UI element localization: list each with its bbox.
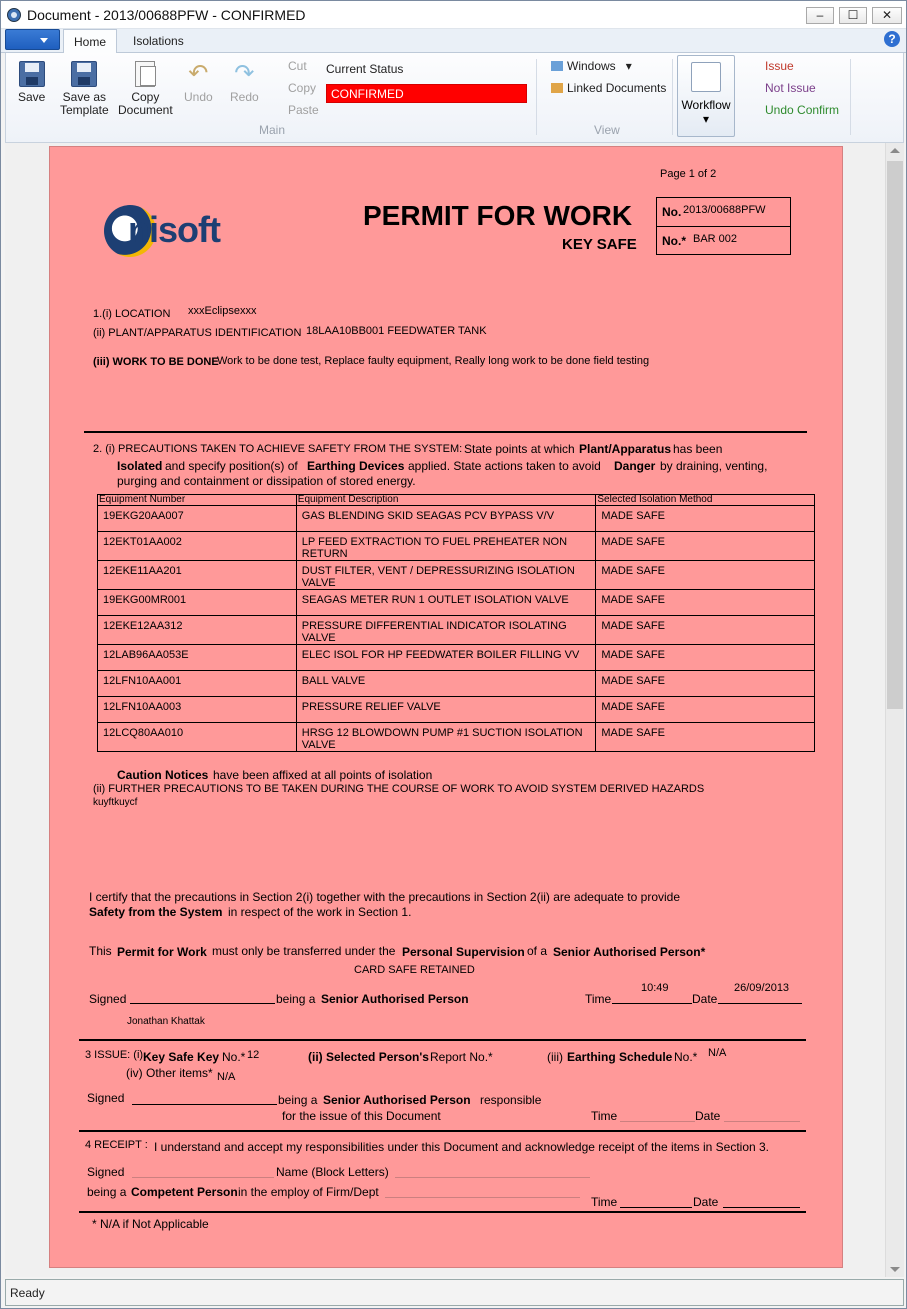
section-divider (84, 431, 807, 433)
column-header: Equipment Description (296, 495, 596, 506)
plant-value: 18LAA10BB001 FEEDWATER TANK (306, 325, 487, 337)
logo-text: nisoft (128, 209, 220, 250)
column-header: Equipment Number (98, 495, 297, 506)
receipt-text: in the employ of Firm/Dept (238, 1185, 379, 1199)
being-a-text: being a (278, 1093, 318, 1107)
save-as-template-button[interactable]: Save as Template (60, 61, 109, 117)
location-value: xxxEclipsexxx (188, 305, 257, 317)
maximize-button[interactable]: ☐ (839, 7, 867, 24)
redo-icon: ↷ (234, 60, 255, 87)
redo-button[interactable]: ↷ Redo (230, 60, 259, 104)
scroll-up-icon[interactable] (890, 148, 900, 153)
date-value: 26/09/2013 (734, 982, 790, 994)
isolation-method-cell: MADE SAFE (596, 590, 815, 616)
equipment-number-cell: 19EKG20AA007 (98, 506, 297, 532)
app-icon[interactable] (7, 8, 21, 22)
date-label: Date (695, 1109, 721, 1123)
date-line (724, 1121, 800, 1122)
group-separator (672, 59, 673, 135)
issue-text: responsible (480, 1093, 542, 1107)
equipment-description-cell: PRESSURE RELIEF VALVE (296, 697, 596, 723)
work-label: (iii) WORK TO BE DONE (93, 356, 219, 368)
other-items-value: N/A (217, 1071, 236, 1083)
permit-document-page (49, 146, 843, 1268)
transfer-text: Permit for Work (117, 945, 207, 959)
table-row (98, 697, 815, 723)
precautions-text: applied. State actions taken to avoid (408, 459, 601, 473)
window-title: Document - 2013/00688PFW - CONFIRMED (27, 7, 306, 23)
being-a-text: being a (276, 992, 316, 1006)
precautions-text: Earthing Devices (307, 459, 405, 473)
help-icon[interactable]: ? (884, 31, 900, 47)
issue-text: (iii) (547, 1050, 563, 1064)
table-header-row (98, 495, 815, 506)
link-icon (551, 83, 563, 93)
title-bar (1, 1, 906, 29)
transfer-text: This (89, 944, 112, 958)
isolation-method-cell: MADE SAFE (596, 616, 815, 645)
being-a-text: being a (87, 1185, 127, 1199)
page-indicator: Page 1 of 2 (660, 168, 717, 180)
key-safe-no-value: BAR 002 (693, 233, 738, 245)
equipment-description-cell: HRSG 12 BLOWDOWN PUMP #1 SUCTION ISOLATION VALVE (296, 723, 596, 752)
issue-text: No.* (674, 1050, 698, 1064)
undo-button[interactable]: ↶ Undo (184, 60, 213, 104)
signed-label: Signed (87, 1165, 125, 1179)
table-row (98, 532, 815, 561)
precautions-text: Isolated (117, 459, 163, 473)
workflow-button[interactable]: Workflow ▾ (677, 55, 735, 137)
precautions-text: by draining, venting, (660, 459, 768, 473)
certify-text: Safety from the System (89, 905, 223, 919)
copy-document-button[interactable]: Copy Document (118, 61, 173, 117)
time-value: 10:49 (641, 982, 669, 994)
certify-text: I certify that the precautions in Section 2(i) together with the precautions in Section 2(ii) are adequate to provide (89, 890, 680, 904)
tab-isolations[interactable]: Isolations (133, 34, 184, 48)
time-line (620, 1121, 695, 1122)
precautions-text: Danger (614, 459, 656, 473)
sap-text: Senior Authorised Person (323, 1093, 471, 1107)
equipment-description-cell: SEAGAS METER RUN 1 OUTLET ISOLATION VALVE (296, 590, 596, 616)
issue-label: 3 ISSUE: (i) (85, 1049, 144, 1061)
competent-person-text: Competent Person (131, 1185, 238, 1199)
signature-line (130, 1003, 275, 1004)
table-row (98, 590, 815, 616)
equipment-description-cell: BALL VALVE (296, 671, 596, 697)
main-group-label: Main (259, 123, 286, 137)
precautions-text: has been (673, 442, 723, 456)
undo-confirm-button[interactable]: Undo Confirm (765, 103, 840, 117)
name-block-letters-label: Name (Block Letters) (276, 1165, 389, 1179)
status-text: Ready (10, 1286, 45, 1300)
vertical-scrollbar[interactable] (885, 143, 904, 1277)
permit-number-box (656, 197, 791, 255)
isolation-method-cell: MADE SAFE (596, 532, 815, 561)
windows-icon (551, 61, 563, 71)
signed-label: Signed (89, 992, 127, 1006)
permit-no-value: 2013/00688PFW (683, 204, 766, 216)
table-body (98, 506, 815, 752)
transfer-text: of a (527, 944, 548, 958)
group-separator (536, 59, 537, 135)
status-bar (5, 1279, 904, 1306)
equipment-number-cell: 12LFN10AA003 (98, 697, 297, 723)
equipment-number-cell: 12EKE11AA201 (98, 561, 297, 590)
cut-button[interactable]: Cut (288, 59, 307, 73)
permit-no-label: No. (662, 205, 682, 219)
issue-text: (iv) Other items* (126, 1066, 213, 1080)
signature-line (132, 1177, 274, 1178)
transfer-text: Senior Authorised Person* (553, 945, 706, 959)
issue-button[interactable]: Issue (765, 59, 794, 73)
current-status-label: Current Status (326, 62, 404, 76)
document-viewport (5, 143, 885, 1277)
isolation-equipment-table (97, 494, 815, 752)
equipment-number-cell: 12LFN10AA001 (98, 671, 297, 697)
floppy-disk-icon (19, 61, 45, 87)
signer-name: Jonathan Khattak (127, 1016, 205, 1027)
isolation-method-cell: MADE SAFE (596, 671, 815, 697)
equipment-number-cell: 12EKE12AA312 (98, 616, 297, 645)
minimize-button[interactable]: – (806, 7, 834, 24)
windows-dropdown[interactable]: Windows ▾ (551, 59, 632, 73)
table-row (98, 506, 815, 532)
key-safe-key-value: 12 (247, 1049, 260, 1061)
footnote: * N/A if Not Applicable (92, 1217, 209, 1231)
time-line (620, 1207, 692, 1208)
isolation-method-cell: MADE SAFE (596, 645, 815, 671)
equipment-description-cell: LP FEED EXTRACTION TO FUEL PREHEATER NON RETURN (296, 532, 596, 561)
earthing-schedule-value: N/A (708, 1047, 727, 1059)
paste-button[interactable]: Paste (288, 103, 319, 117)
table-row (98, 645, 815, 671)
precautions-text: Plant/Apparatus (579, 442, 672, 456)
date-label: Date (692, 992, 718, 1006)
section-divider (79, 1211, 806, 1213)
undo-icon: ↶ (188, 60, 209, 87)
key-safe-no-label: No.* (662, 234, 686, 248)
save-button[interactable]: Save (18, 61, 45, 104)
group-separator (850, 59, 851, 135)
floppy-disk-icon (71, 61, 97, 87)
date-label: Date (693, 1195, 719, 1209)
precautions-heading: 2. (i) PRECAUTIONS TAKEN TO ACHIEVE SAFETY FROM THE SYSTEM: (93, 443, 463, 455)
section-divider (79, 1130, 806, 1132)
date-line (718, 1003, 802, 1004)
firm-line (385, 1197, 580, 1198)
workflow-icon (691, 62, 721, 92)
time-line (612, 1003, 692, 1004)
signed-label: Signed (87, 1091, 125, 1105)
work-value: Work to be done test, Replace faulty equipment, Really long work to be done field testing (217, 355, 650, 367)
time-label: Time (591, 1109, 618, 1123)
linked-documents-button[interactable]: Linked Documents (551, 81, 666, 95)
view-group-label: View (594, 123, 620, 137)
isolation-method-cell: MADE SAFE (596, 697, 815, 723)
application-menu-button[interactable] (5, 29, 60, 50)
equipment-number-cell: 12LCQ80AA010 (98, 723, 297, 752)
scroll-down-icon[interactable] (890, 1267, 900, 1272)
receipt-label: 4 RECEIPT : (85, 1139, 148, 1151)
receipt-text: I understand and accept my responsibilities under this Document and acknowledge receipt of the items in Section 3. (154, 1140, 770, 1154)
signature-line (132, 1104, 277, 1105)
precautions-text: purging and containment or dissipation of stored energy. (117, 474, 416, 488)
caution-notices-text: Caution Notices (117, 768, 209, 782)
name-line (395, 1177, 590, 1178)
further-precautions-value: kuyftkuycf (93, 797, 138, 808)
card-safe-retained: CARD SAFE RETAINED (354, 964, 475, 976)
current-status-field: CONFIRMED (326, 84, 527, 103)
precautions-text: State points at which (464, 442, 575, 456)
column-header: Selected Isolation Method (596, 495, 815, 506)
issue-text: (ii) Selected Person's (308, 1050, 429, 1064)
table-row (98, 561, 815, 590)
date-line (723, 1207, 800, 1208)
issue-text: Key Safe Key (143, 1050, 220, 1064)
company-logo (104, 205, 234, 257)
close-button[interactable]: ✕ (872, 7, 902, 24)
sap-text: Senior Authorised Person (321, 992, 469, 1006)
not-issue-button[interactable]: Not Issue (765, 81, 816, 95)
section-divider (79, 1039, 806, 1041)
table-row (98, 671, 815, 697)
issue-text: Earthing Schedule (567, 1050, 673, 1064)
copy-button[interactable]: Copy (288, 81, 317, 95)
chevron-down-icon: ▾ (702, 112, 710, 126)
location-label: 1.(i) LOCATION (93, 308, 171, 320)
time-label: Time (585, 992, 612, 1006)
equipment-number-cell: 19EKG00MR001 (98, 590, 297, 616)
isolation-method-cell: MADE SAFE (596, 561, 815, 590)
equipment-description-cell: GAS BLENDING SKID SEAGAS PCV BYPASS V/V (296, 506, 596, 532)
document-subtitle: KEY SAFE (562, 236, 637, 253)
equipment-number-cell: 12EKT01AA002 (98, 532, 297, 561)
further-precautions-label: (ii) FURTHER PRECAUTIONS TO BE TAKEN DURING THE COURSE OF WORK TO AVOID SYSTEM DERIVED HAZARDS (93, 783, 705, 795)
isolation-method-cell: MADE SAFE (596, 506, 815, 532)
document-title: PERMIT FOR WORK (363, 200, 633, 231)
equipment-description-cell: DUST FILTER, VENT / DEPRESSURIZING ISOLATION VALVE (296, 561, 596, 590)
equipment-number-cell: 12LAB96AA053E (98, 645, 297, 671)
caution-notices-text: have been affixed at all points of isolation (213, 768, 433, 782)
tab-home[interactable]: Home (63, 29, 117, 54)
table-row (98, 616, 815, 645)
issue-text: for the issue of this Document (282, 1109, 441, 1123)
equipment-description-cell: PRESSURE DIFFERENTIAL INDICATOR ISOLATING VALVE (296, 616, 596, 645)
ribbon-tab-bar (1, 29, 906, 53)
plant-label: (ii) PLANT/APPARATUS IDENTIFICATION (93, 327, 302, 339)
transfer-text: Personal Supervision (402, 945, 525, 959)
precautions-text: and specify position(s) of (165, 459, 298, 473)
issue-text: Report No.* (430, 1050, 493, 1064)
scroll-thumb[interactable] (887, 161, 903, 709)
table-row (98, 723, 815, 752)
chevron-down-icon: ▾ (625, 59, 632, 73)
transfer-text: must only be transferred under the (212, 944, 396, 958)
isolation-method-cell: MADE SAFE (596, 723, 815, 752)
issue-text: No.* (222, 1050, 246, 1064)
copy-document-icon (135, 61, 155, 87)
certify-text: in respect of the work in Section 1. (228, 905, 412, 919)
ribbon-home-panel (5, 53, 904, 143)
equipment-description-cell: ELEC ISOL FOR HP FEEDWATER BOILER FILLING VV (296, 645, 596, 671)
time-label: Time (591, 1195, 618, 1209)
